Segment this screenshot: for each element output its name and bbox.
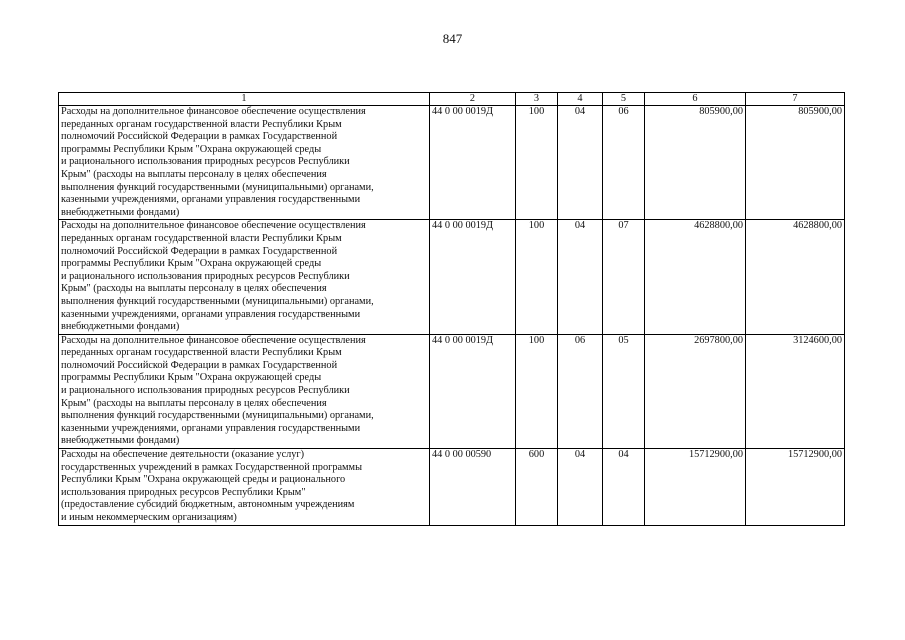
page-number: 847 — [442, 31, 463, 46]
description-line: использования природных ресурсов Республики Крым" — [61, 486, 306, 498]
description-line: и рационального использования природных ресурсов Республики — [61, 270, 350, 282]
amount-column-7: 3124600,00 — [746, 334, 845, 448]
description-line: Расходы на обеспечение деятельности (оказание услуг) — [61, 449, 305, 461]
description-line: (предоставление субсидий бюджетным, автономным учреждениям — [61, 499, 355, 511]
description-line: переданных органам государственной власти Республики Крым — [61, 232, 342, 244]
column-header: 3 — [516, 93, 558, 106]
description-line: государственных учреждений в рамках Государственной программы — [61, 461, 362, 473]
description-line: Крым" (расходы на выплаты персоналу в целях обеспечения — [61, 283, 327, 295]
section-code: 04 — [558, 220, 603, 334]
expense-type-code: 600 — [516, 449, 558, 526]
column-header: 1 — [59, 93, 430, 106]
amount-column-6: 4628800,00 — [645, 220, 746, 334]
description-line: Расходы на дополнительное финансовое обеспечение осуществления — [61, 220, 366, 232]
description-line: полномочий Российской Федерации в рамках Государственной — [61, 131, 338, 143]
table-header-row — [59, 93, 845, 106]
description-line: и иным некоммерческим организациям) — [61, 512, 237, 523]
description-line: полномочий Российской Федерации в рамках Государственной — [61, 359, 338, 371]
column-header: 7 — [746, 93, 845, 106]
section-code: 06 — [558, 334, 603, 448]
subsection-code: 06 — [603, 106, 645, 220]
description-line: Расходы на дополнительное финансовое обеспечение осуществления — [61, 106, 366, 117]
expense-description — [59, 106, 430, 220]
table-row — [59, 106, 845, 220]
description-line: Расходы на дополнительное финансовое обеспечение осуществления — [61, 334, 366, 346]
description-line: программы Республики Крым "Охрана окружающей среды — [61, 258, 322, 270]
description-line: внебюджетными фондами) — [61, 206, 180, 218]
amount-column-6: 2697800,00 — [645, 334, 746, 448]
description-line: переданных органам государственной власти Республики Крым — [61, 347, 342, 359]
amount-column-7: 805900,00 — [746, 106, 845, 220]
expense-type-code: 100 — [516, 334, 558, 448]
description-line: программы Республики Крым "Охрана окружающей среды — [61, 143, 322, 155]
description-line: казенными учреждениями, органами управления государственными — [61, 422, 361, 434]
column-header: 2 — [430, 93, 516, 106]
expense-type-code: 100 — [516, 220, 558, 334]
description-line: и рационального использования природных ресурсов Республики — [61, 385, 350, 397]
description-line: внебюджетными фондами) — [61, 435, 180, 447]
column-header: 5 — [603, 93, 645, 106]
amount-column-7: 4628800,00 — [746, 220, 845, 334]
table-row — [59, 334, 845, 448]
expense-description — [59, 449, 430, 526]
section-code: 04 — [558, 106, 603, 220]
description-line: казенными учреждениями, органами управления государственными — [61, 194, 361, 206]
column-header: 4 — [558, 93, 603, 106]
description-line: полномочий Российской Федерации в рамках Государственной — [61, 245, 338, 257]
description-line: и рационального использования природных ресурсов Республики — [61, 156, 350, 168]
section-code: 04 — [558, 449, 603, 526]
description-line: внебюджетными фондами) — [61, 321, 180, 333]
subsection-code: 07 — [603, 220, 645, 334]
subsection-code: 05 — [603, 334, 645, 448]
budget-table — [58, 92, 845, 526]
column-header: 6 — [645, 93, 746, 106]
amount-column-7: 15712900,00 — [746, 449, 845, 526]
amount-column-6: 15712900,00 — [645, 449, 746, 526]
description-line: выполнения функций государственными (муниципальными) органами, — [61, 410, 374, 422]
subsection-code: 04 — [603, 449, 645, 526]
table-row — [59, 220, 845, 334]
amount-column-6: 805900,00 — [645, 106, 746, 220]
target-article-code: 44 0 00 0019Д — [430, 220, 516, 334]
description-line: Крым" (расходы на выплаты персоналу в целях обеспечения — [61, 397, 327, 409]
target-article-code: 44 0 00 00590 — [430, 449, 516, 526]
table-row — [59, 449, 845, 526]
description-line: выполнения функций государственными (муниципальными) органами, — [61, 295, 374, 307]
target-article-code: 44 0 00 0019Д — [430, 106, 516, 220]
description-line: выполнения функций государственными (муниципальными) органами, — [61, 181, 374, 193]
expense-description — [59, 334, 430, 448]
description-line: программы Республики Крым "Охрана окружающей среды — [61, 372, 322, 384]
expense-type-code: 100 — [516, 106, 558, 220]
description-line: Крым" (расходы на выплаты персоналу в целях обеспечения — [61, 168, 327, 180]
target-article-code: 44 0 00 0019Д — [430, 334, 516, 448]
description-line: казенными учреждениями, органами управления государственными — [61, 308, 361, 320]
description-line: переданных органам государственной власти Республики Крым — [61, 118, 342, 130]
description-line: Республики Крым "Охрана окружающей среды и рационального — [61, 474, 346, 486]
expense-description — [59, 220, 430, 334]
